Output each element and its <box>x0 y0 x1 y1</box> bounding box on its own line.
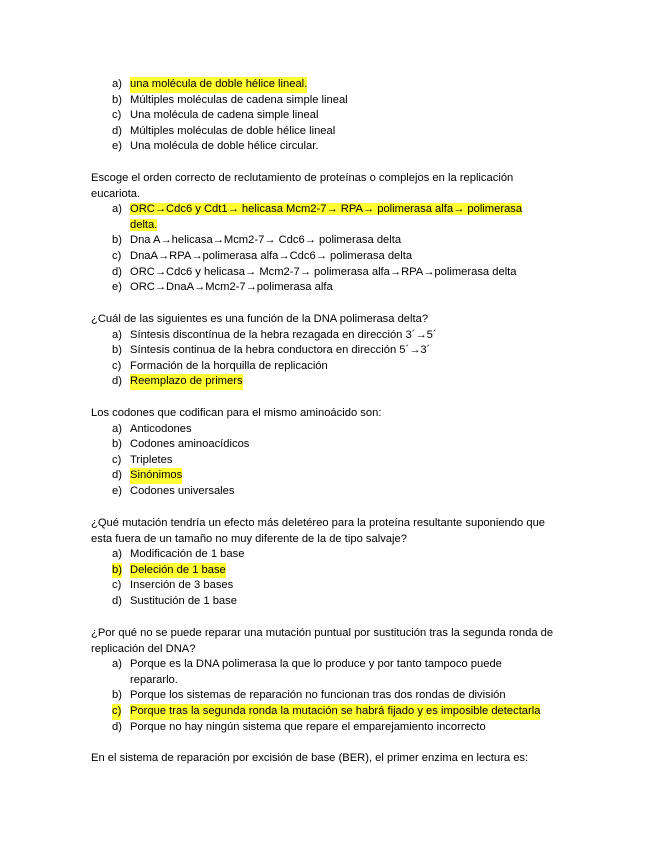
option-text: Porque es la DNA polimerasa la que lo produce y por tanto tampoco puede repararlo. <box>130 658 502 686</box>
option-text: Modificación de 1 base <box>130 548 245 561</box>
option-d <box>0 265 655 281</box>
option-label: a) <box>112 548 122 561</box>
option-label: c) <box>112 579 122 592</box>
option-d <box>0 594 655 610</box>
option-a <box>0 422 655 438</box>
option-label: a) <box>112 658 122 671</box>
option-a <box>0 328 655 344</box>
option-label: b) <box>112 438 122 451</box>
option-label: d) <box>112 375 122 388</box>
question-block-7 <box>0 751 655 767</box>
option-label: e) <box>112 484 122 497</box>
option-a <box>0 202 655 233</box>
question-block-4 <box>0 406 655 500</box>
option-text: Tripletes <box>130 453 173 466</box>
option-label: c) <box>112 359 122 372</box>
option-d <box>0 720 655 736</box>
option-text: ORC→Cdc6 y helicasa→ Mcm2-7→ polimerasa alfa→RPA→polimerasa delta <box>130 265 517 278</box>
option-text: Inserción de 3 bases <box>130 579 234 592</box>
option-e <box>0 484 655 500</box>
option-d <box>0 374 655 390</box>
option-text: Sustitución de 1 base <box>130 594 237 607</box>
option-label: b) <box>112 689 122 702</box>
option-label: e) <box>112 281 122 294</box>
option-text: ORC→DnaA→Mcm2-7→polimerasa alfa <box>130 281 333 294</box>
option-label: e) <box>112 140 122 153</box>
option-c <box>0 578 655 594</box>
option-label: c) <box>112 249 122 262</box>
option-label: b) <box>112 234 122 247</box>
option-text: Porque tras la segunda ronda la mutación se habrá fijado y es imposible detectarla <box>130 704 540 720</box>
option-text: DnaA→RPA→polimerasa alfa→Cdc6→ polimerasa delta <box>130 249 413 262</box>
option-label: c) <box>112 453 122 466</box>
option-text: Codones universales <box>130 484 235 497</box>
option-text: ORC→Cdc6 y Cdt1→ helicasa Mcm2-7→ RPA→ polimerasa alfa→ polimerasa delta. <box>130 203 523 231</box>
option-text: Deleción de 1 base <box>130 563 226 579</box>
option-text: Formación de la horquilla de replicación <box>130 359 328 372</box>
option-text: Una molécula de doble hélice circular. <box>130 140 319 153</box>
option-text: Síntesis continua de la hebra conductora en dirección 5´→3´ <box>130 344 431 357</box>
option-a <box>0 547 655 563</box>
option-b <box>0 563 655 579</box>
option-text: Síntesis discontínua de la hebra rezagada en dirección 3´→5´ <box>130 328 437 341</box>
option-text: una molécula de doble hélice lineal. <box>130 77 307 93</box>
option-text: Múltiples moléculas de doble hélice lineal <box>130 124 336 137</box>
option-b <box>0 233 655 249</box>
option-label: d) <box>112 469 122 482</box>
option-b <box>0 343 655 359</box>
option-a <box>0 657 655 688</box>
option-label: d) <box>112 124 122 137</box>
option-e <box>0 280 655 296</box>
question-text: ¿Cuál de las siguientes es una función de la DNA polimerasa delta? <box>91 313 429 325</box>
question-block-5 <box>0 516 655 610</box>
option-label: a) <box>112 328 122 341</box>
option-label: d) <box>112 720 122 733</box>
option-e <box>0 139 655 155</box>
question-block-3 <box>0 312 655 390</box>
option-label: d) <box>112 594 122 607</box>
option-b <box>0 437 655 453</box>
question-block-2 <box>0 171 655 296</box>
option-label: b) <box>112 563 122 579</box>
option-c <box>0 249 655 265</box>
option-d <box>0 468 655 484</box>
option-label: a) <box>112 203 122 216</box>
option-c <box>0 108 655 124</box>
option-text: Sinónimos <box>130 468 182 484</box>
option-text: Porque no hay ningún sistema que repare el emparejamiento incorrecto <box>130 720 486 733</box>
question-block-6 <box>0 626 655 735</box>
option-b <box>0 688 655 704</box>
option-c <box>0 704 655 720</box>
option-b <box>0 93 655 109</box>
question-text: En el sistema de reparación por excisión de base (BER), el primer enzima en lectura es: <box>91 752 529 764</box>
option-label: b) <box>112 344 122 357</box>
option-text: Porque los sistemas de reparación no funcionan tras dos rondas de división <box>130 689 506 702</box>
option-c <box>0 359 655 375</box>
question-block-1 <box>0 77 655 155</box>
option-text: Dna A→helicasa→Mcm2-7→ Cdc6→ polimerasa delta <box>130 234 402 247</box>
option-a <box>0 77 655 93</box>
option-text: Una molécula de cadena simple lineal <box>130 109 319 122</box>
question-text: ¿Qué mutación tendría un efecto más deletéreo para la proteína resultante suponiendo que esta fuera de un tamaño no muy diferente de la de tipo salvaje? <box>91 517 546 545</box>
option-label: c) <box>112 704 121 720</box>
option-text: Anticodones <box>130 422 192 435</box>
option-text: Codones aminoacídicos <box>130 438 250 451</box>
option-c <box>0 453 655 469</box>
option-text: Reemplazo de primers <box>130 374 243 390</box>
option-label: d) <box>112 265 122 278</box>
option-text: Múltiples moléculas de cadena simple lineal <box>130 93 348 106</box>
option-label: a) <box>112 78 122 90</box>
option-label: c) <box>112 109 122 122</box>
option-d <box>0 124 655 140</box>
question-text: Los codones que codifican para el mismo aminoácido son: <box>91 407 382 419</box>
question-text: Escoge el orden correcto de reclutamiento de proteínas o complejos en la replicación eucariota. <box>91 172 514 200</box>
option-label: b) <box>112 93 122 106</box>
question-text: ¿Por qué no se puede reparar una mutación puntual por sustitución tras la segunda ronda de replicación del DNA? <box>91 627 554 655</box>
option-label: a) <box>112 422 122 435</box>
